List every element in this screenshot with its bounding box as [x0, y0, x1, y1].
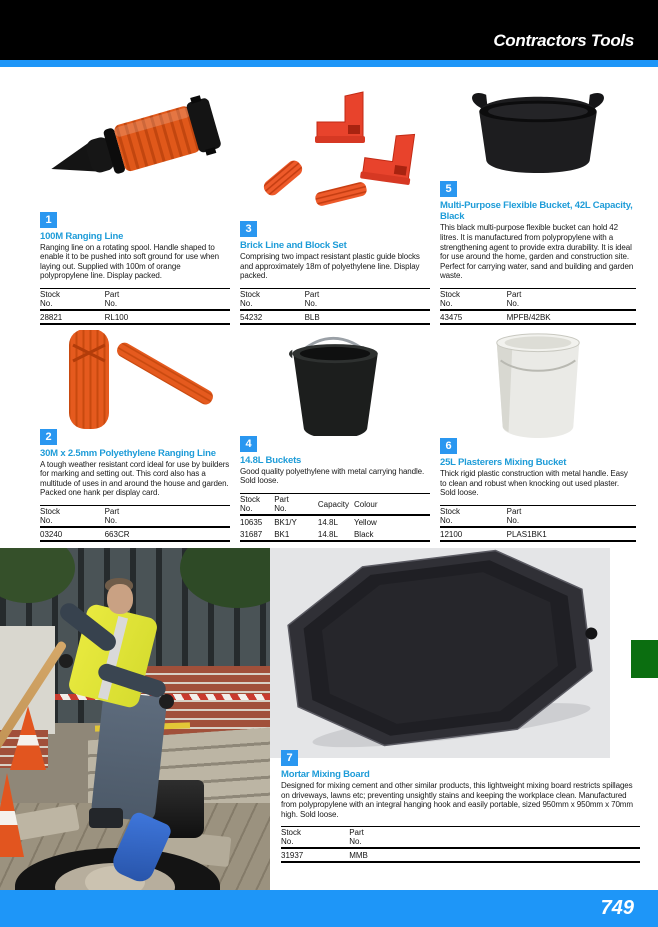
product-description: Designed for mixing cement and other similar products, this lightweight mixing board restricts spillages on driveways, lawns etc; preventing unsightly stains and keeping the workplace clean. Manufactured from polypropylene with an integral hanging hook and easily portable, sized 950mm x 950mm x 70mm high. Sold loose.: [281, 781, 633, 819]
product-number-badge: 1: [40, 212, 57, 228]
product-card-6: [440, 330, 636, 542]
product-number-badge: 6: [440, 438, 457, 454]
plasterers-bucket-image: [440, 330, 636, 438]
product-number-badge: 5: [440, 181, 457, 197]
product-title: Brick Line and Block Set: [240, 240, 347, 252]
col-part-no: Part No.: [507, 506, 636, 528]
table-row: 28821 RL100: [40, 310, 230, 324]
spec-table: [440, 288, 636, 325]
product-description: Thick rigid plastic construction with metal handle. Easy to clean and robust when knocking out used plaster. Sold loose.: [440, 469, 628, 498]
table-row: 54232 BLB: [240, 310, 430, 324]
product-number-badge: 4: [240, 436, 257, 452]
col-stock-no: Stock No.: [440, 506, 507, 528]
product-title: 30M x 2.5mm Polyethylene Ranging Line: [40, 447, 216, 459]
brick-line-block-set-image: [240, 78, 430, 221]
product-description: Good quality polyethylene with metal carrying handle. Sold loose.: [240, 466, 425, 486]
spec-table: [240, 288, 430, 325]
spec-table: [440, 505, 636, 542]
col-stock-no: Stock No.: [240, 494, 274, 516]
col-part-no: Part No.: [305, 289, 430, 311]
spec-table: [40, 288, 230, 325]
spec-table: [40, 505, 230, 542]
product-number-badge: 3: [240, 221, 257, 237]
col-part-no: Part No.: [349, 827, 640, 849]
product-description: Comprising two impact resistant plastic guide blocks and approximately 18m of polyethylene line. Display packed.: [240, 252, 420, 281]
product-card-3: [240, 78, 430, 325]
col-part-no: Part No.: [105, 289, 230, 311]
mixing-board-image: [270, 548, 610, 758]
product-card-5: [440, 78, 636, 325]
page-header: [0, 0, 658, 60]
col-stock-no: Stock No.: [40, 506, 105, 528]
black-bucket-image: [240, 330, 430, 436]
product-card-1: [40, 78, 230, 325]
section-title: Contractors Tools: [493, 31, 634, 50]
product-title: Multi-Purpose Flexible Bucket, 42L Capacity, Black: [440, 200, 633, 223]
table-row: 12100 PLAS1BK1: [440, 527, 636, 541]
worker-boot: [89, 808, 123, 828]
table-row: 31687 BK1 14.8L Black: [240, 528, 430, 541]
worker-legs: [91, 691, 168, 822]
product-description: This black multi-purpose flexible bucket can hold 42 litres. It is manufactured from polypropylene with a strengthening agent to provide extra durability. It is ideal for use around the home, garden and construction site. Perfect for carrying water, sand and building and garden waste.: [440, 223, 634, 281]
table-row: 43475 MPFB/42BK: [440, 310, 636, 324]
col-colour: Colour: [354, 494, 430, 516]
col-part-no: Part No.: [507, 289, 636, 311]
table-row: 03240 663CR: [40, 527, 230, 541]
worker-glove: [159, 694, 174, 709]
product-number-badge: 7: [281, 750, 298, 766]
page-number: 749: [600, 897, 634, 919]
col-part-no: Part No.: [274, 494, 318, 516]
table-row: 31937 MMB: [281, 848, 640, 862]
polyethylene-hank-image: [40, 330, 230, 429]
product-description: A tough weather resistant cord ideal for use by builders for marking and setting out. This cord also has a multitude of uses in and around the house and garden. Packed one hank per display card.: [40, 459, 230, 498]
col-capacity: Capacity: [318, 494, 354, 516]
product-card-2: [40, 330, 230, 542]
spec-table: [281, 826, 640, 863]
product-title: 100M Ranging Line: [40, 230, 124, 242]
product-number-badge: 2: [40, 429, 57, 445]
col-stock-no: Stock No.: [440, 289, 507, 311]
worker-glove: [59, 654, 73, 668]
product-card-7: [281, 750, 640, 863]
product-title: 25L Plasterers Mixing Bucket: [440, 457, 567, 469]
product-title: 14.8L Buckets: [240, 454, 302, 466]
flexible-bucket-image: [440, 78, 636, 181]
header-accent-stripe: [0, 60, 658, 67]
col-part-no: Part No.: [105, 506, 230, 528]
product-card-4: [240, 330, 430, 542]
worker-face: [107, 584, 133, 614]
col-stock-no: Stock No.: [240, 289, 305, 311]
product-title: Mortar Mixing Board: [281, 769, 370, 780]
page-footer: [0, 890, 658, 927]
spec-table: [240, 493, 430, 542]
section-edge-tab: [631, 640, 658, 678]
col-stock-no: Stock No.: [281, 827, 349, 849]
ranging-line-spool-image: [40, 78, 230, 212]
col-stock-no: Stock No.: [40, 289, 105, 311]
product-description: Ranging line on a rotating spool. Handle shaped to enable it to be pushed into soft ground for use when laying out. Supplied with 100m of orange polypropylene line. Display packed.: [40, 242, 219, 281]
site-photo: [0, 548, 270, 890]
table-row: 10635 BK1/Y 14.8L Yellow: [240, 518, 377, 527]
